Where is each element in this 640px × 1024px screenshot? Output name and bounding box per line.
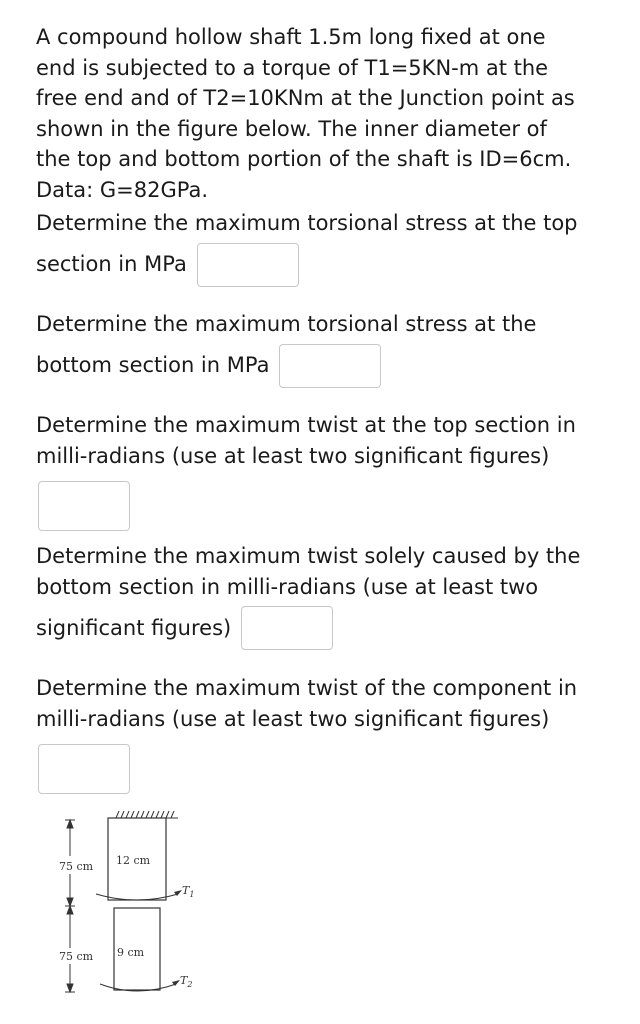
question-3-text-cont: milli-radians (use at least two significant figures) [36,443,550,468]
problem-line: the top and bottom portion of the shaft is ID=6cm. [36,147,572,171]
question-2-text: Determine the maximum torsional stress at the [36,312,537,336]
question-2-text-cont: bottom section in MPa [36,353,270,378]
question-4 [36,541,608,650]
svg-text:T1 [182,884,194,899]
question-3 [36,410,608,540]
question-5-text-cont: milli-radians (use at least two significant figures) [36,706,550,731]
top-diameter-label: 12 cm [116,854,151,867]
question-4-text-cont2: significant figures) [36,615,232,640]
problem-line: A compound hollow shaft 1.5m long fixed at one [36,25,546,49]
bottom-diameter-label: 9 cm [117,946,145,959]
question-4-text-cont: bottom section in milli-radians (use at least two [36,574,539,599]
dimension-lines [65,820,75,992]
top-length-label: 75 cm [59,860,94,873]
question-3-text: Determine the maximum twist at the top section in [36,413,576,437]
question-1 [36,208,608,287]
problem-line: end is subjected to a torque of T1=5KN-m at the [36,55,549,80]
answer-input-4[interactable] [241,606,333,650]
answer-input-1[interactable] [197,243,299,287]
torque-1-subscript: 1 [189,890,195,899]
question-5 [36,673,608,803]
problem-line: Data: G=82GPa. [36,177,209,202]
question-4-text: Determine the maximum twist solely caused by the [36,544,581,568]
svg-text:T2 [180,974,192,989]
question-2 [36,309,608,388]
answer-input-3[interactable] [38,481,130,531]
answer-input-5[interactable] [38,744,130,794]
answer-input-2[interactable] [279,344,381,388]
question-1-text-cont: section in MPa [36,252,187,277]
shaft-figure [56,808,196,1018]
problem-line: free end and of T2=10KNm at the Junction point as [36,86,575,110]
torque-1-label: T [182,884,190,897]
fixed-support-icon [114,811,178,818]
problem-line: shown in the figure below. The inner diameter of [36,116,547,141]
question-5-text: Determine the maximum twist of the component in [36,676,578,700]
torque-2-subscript: 2 [187,980,193,989]
problem-statement [36,22,608,205]
question-1-text: Determine the maximum torsional stress at the top [36,211,578,235]
bottom-length-label: 75 cm [59,950,94,963]
torque-2-label: T [180,974,188,987]
